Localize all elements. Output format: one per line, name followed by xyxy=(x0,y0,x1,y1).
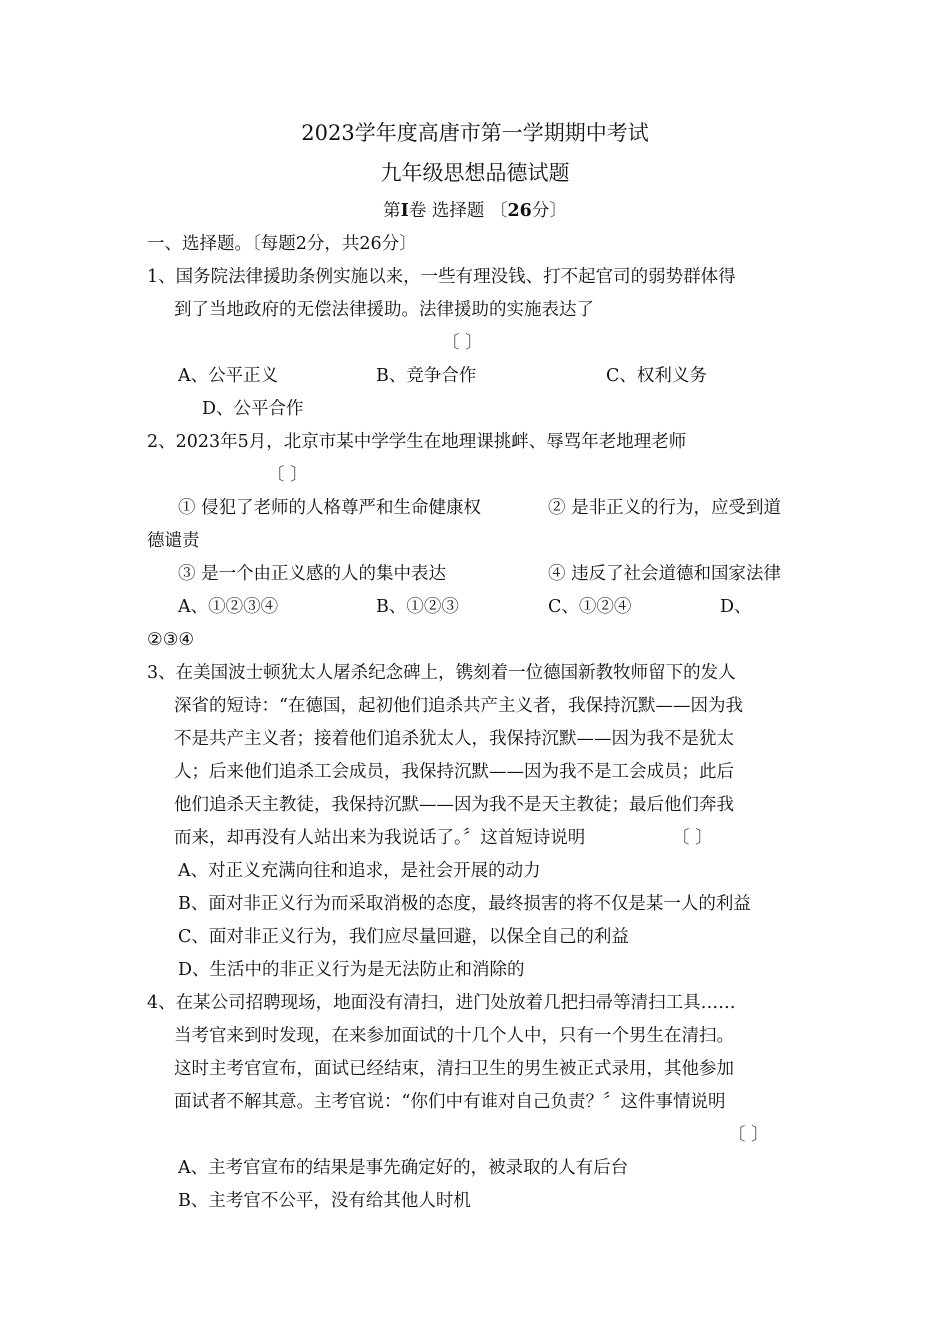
part-roman: I xyxy=(400,201,409,221)
part-score: 26 xyxy=(507,201,532,221)
q3-answer-bracket: 〔 〕 xyxy=(672,828,713,848)
part-prefix: 第 xyxy=(383,201,401,221)
q2-statement-4: ④ 违反了社会道德和国家法律 xyxy=(548,564,782,584)
q1-answer-bracket: 〔 〕 xyxy=(442,333,483,353)
q3-option-a: A、对正义充满向往和追求，是社会开展的动力 xyxy=(178,861,541,881)
q3-stem-line-2: 深省的短诗：“在德国，起初他们追杀共产主义者，我保持沉默——因为我 xyxy=(174,696,743,716)
q3-option-d: D、生活中的非正义行为是无法防止和消除的 xyxy=(178,960,525,980)
q4-stem-line-1: 4、在某公司招聘现场，地面没有清扫，进门处放着几把扫帚等清扫工具…… xyxy=(147,993,736,1013)
q4-stem-line-2: 当考官来到时发现，在来参加面试的十几个人中，只有一个男生在清扫。 xyxy=(174,1026,734,1046)
q4-option-a: A、主考官宣布的结果是事先确定好的，被录取的人有后台 xyxy=(178,1158,629,1178)
q3-stem-line-3: 不是共产主义者；接着他们追杀犹太人，我保持沉默——因为我不是犹太 xyxy=(174,729,734,749)
exam-title: 2023学年度高唐市第一学期期中考试 xyxy=(301,121,649,145)
q2-option-d-cont: ②③④ xyxy=(147,630,195,650)
q1-option-a: A、公平正义 xyxy=(178,366,279,386)
q4-stem-line-3: 这时主考官宣布，面试已经结束，清扫卫生的男生被正式录用，其他参加 xyxy=(174,1059,734,1079)
q4-answer-bracket: 〔 〕 xyxy=(728,1125,769,1145)
q1-stem-line-2: 到了当地政府的无偿法律援助。法律援助的实施表达了 xyxy=(174,300,594,320)
q3-stem-line-6: 而来，却再没有人站出来为我说话了。〞这首短诗说明 xyxy=(174,828,586,848)
q3-stem-line-5: 他们追杀天主教徒，我保持沉默——因为我不是天主教徒；最后他们奔我 xyxy=(174,795,734,815)
q2-answer-bracket: 〔 〕 xyxy=(267,465,308,485)
q2-statement-1: ① 侵犯了老师的人格尊严和生命健康权 xyxy=(178,498,482,518)
q2-option-a: A、①②③④ xyxy=(178,597,279,617)
q2-stem-line-1: 2、2023年5月，北京市某中学学生在地理课挑衅、辱骂年老地理老师 xyxy=(147,432,687,452)
q3-stem-line-4: 人；后来他们追杀工会成员，我保持沉默——因为我不是工会成员；此后 xyxy=(174,762,734,782)
q1-option-c: C、权利义务 xyxy=(606,366,707,386)
q2-option-d: D、 xyxy=(720,597,752,617)
q1-option-b: B、竞争合作 xyxy=(376,366,477,386)
q3-stem-line-1: 3、在美国波士顿犹太人屠杀纪念碑上，镌刻着一位德国新教牧师留下的发人 xyxy=(147,663,736,683)
q1-option-d: D、公平合作 xyxy=(202,399,304,419)
q4-stem-line-4: 面试者不解其意。主考官说：“你们中有谁对自己负责？〞这件事情说明 xyxy=(174,1092,726,1112)
q3-option-b: B、面对非正义行为而采取消极的态度，最终损害的将不仅是某一人的利益 xyxy=(178,894,751,914)
q1-stem-line-1: 1、国务院法律援助条例实施以来，一些有理没钱、打不起官司的弱势群体得 xyxy=(147,267,736,287)
q2-option-c: C、①②④ xyxy=(548,597,632,617)
q3-option-c: C、面对非正义行为，我们应尽量回避，以保全自己的利益 xyxy=(178,927,629,947)
exam-subtitle: 九年级思想品德试题 xyxy=(380,161,570,185)
section-heading: 一、选择题。〔每题2分，共26分〕 xyxy=(147,234,417,254)
part-suffix: 分〕 xyxy=(531,201,567,221)
q4-option-b: B、主考官不公平，没有给其他人时机 xyxy=(178,1191,471,1211)
q2-option-b: B、①②③ xyxy=(376,597,459,617)
part-heading xyxy=(0,199,950,223)
part-label: 卷 选择题 〔 xyxy=(408,201,508,221)
q2-statement-3: ③ 是一个由正义感的人的集中表达 xyxy=(178,564,447,584)
q2-statement-2-cont: 德谴责 xyxy=(147,531,200,551)
q2-statement-2: ② 是非正义的行为，应受到道 xyxy=(548,498,782,518)
